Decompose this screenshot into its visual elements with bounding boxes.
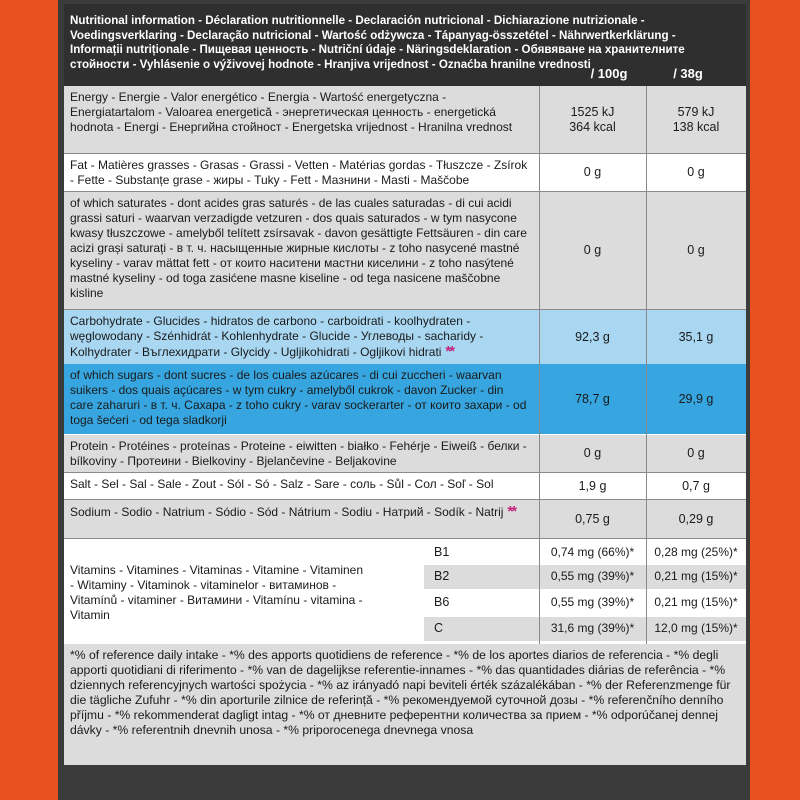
row-salt-value-38g: 0,7 g [682,478,710,493]
footnote-text: *% of reference daily intake - *% des apports quotidiens de reference - *% de los aportes diarios de referencia - *% degli apporti quotidiani di riferimento - *% van de dagelijkse referentie-innames - *% das quantidades diárias de referência - *% dziennych referencyjnych wartości spożycia - *% az irányadó napi beviteli érték százalékában - *% der Referenzmenge für die tägliche Zufuhr - *% din aporturile zilnice de referință - *% рекомендуемой суточной дозы - *% referenčního denního příjmu - *% rekommenderat dagligt intag - *% от дневните референтни количества за прием - *% odporúčanej dennej dávky - *% referentnih dnevnih unosa - *% priporocenega dnevnega vnosa [70,648,731,737]
row-saturates-value-100g: 0 g [583,243,602,257]
row-sodium-value-100g: 0,75 g [575,511,610,526]
asterisk-marker: ** [444,343,453,360]
vitamins-block [64,539,746,644]
row-fat-value-38g: 0 g [687,165,705,179]
row-protein-label: Protein - Protéines - proteínas - Proteine - eiwitten - białko - Fehérje - Eiweiß - белки - bílkoviny - Протеини - Bielkoviny - Bjelančevine - Beljakovine [70,439,527,468]
row-fat-value-100g: 0 g [583,165,602,179]
row-energy [64,86,746,154]
row-sodium-text: Sodium - Sodio - Natrium - Sódio - Sód - Nátrium - Sodiu - Натрий - Sodík - Natrij [70,505,504,519]
row-salt-label: Salt - Sel - Sal - Sale - Zout - Sól - Só - Salz - Sare - соль - Sůl - Сол - Soľ - Sol [70,477,494,491]
row-sugars [64,364,746,434]
header-title: Nutritional information - Déclaration nutritionnelle - Declaración nutricional - Dichiarazione nutrizionale - Voedingsverklaring - Declaração nutricional - Wartość odżywcza - Tápanyag-összetétel - Nährwertkerklärung - Informații nutriționale - Пищевая ценность - Nutriční údaje - Näringsdeklaration - Обявяване на хранителните стойности - Vyhlásenie o výživovej hodnote - Hranjiva vrijednost - Oznaćba hranilne vrednosti [70,14,685,71]
column-divider [539,86,540,644]
row-sodium-label [70,504,530,520]
row-carbohydrate-text: Carbohydrate - Glucides - hidratos de carbono - carboidrati - koolhydraten - węglowodany - Szénhidrát - Kohlenhydrate - Glucide - Углеводы - sacharidy - Kolhydrater - Въглехидрати - Glycidy - Ugljikohidrati - Ogljikovi hidrati [70,314,484,359]
label-header [64,4,746,86]
row-sugars-label: of which sugars - dont sucres - de los cuales azúcares - di cui zuccheri - waarvan suikers - dos quais açúcares - w tym cukry - amelyből cukrok - davon Zucker - din care zaharuri - в т. ч. Сахара - z toho cukry - varav sockerarter - от които захари - od toga šećeri - od tega sladkorji [70,368,527,427]
row-energy-label: Energy - Energie - Valor energético - Energia - Wartość energetyczna - Energiatartalom - Valoarea energetică - энергетическая ценность - energetická hodnota - Energi - Енергийна стойност - Energetska vrijednost - Hranilna vrednost [70,90,513,134]
vitamin-code: B1 [434,545,450,559]
row-saturates-value-38g: 0 g [687,243,705,257]
row-protein-value-38g: 0 g [687,446,705,460]
row-protein [64,435,746,473]
row-sodium-value-38g: 0,29 g [678,511,714,526]
column-header-100g: / 100g [590,66,628,81]
column-divider [646,86,647,644]
vitamin-value-38g: 12,0 mg (15%)* [654,621,738,635]
reference-intake-footnote [64,644,746,765]
row-salt [64,473,746,500]
row-sugars-value-38g: 29,9 g [678,391,714,406]
asterisk-marker: ** [506,503,515,520]
row-sodium [64,500,746,539]
vitamin-value-38g: 0,21 mg (15%)* [654,569,738,583]
row-carbohydrate-value-100g: 92,3 g [575,329,610,344]
nutrition-label [64,4,746,765]
vitamin-code: C [434,621,444,635]
vitamins-label: Vitamins - Vitamines - Vitaminas - Vitamine - Vitaminen - Witaminy - Vitaminok - vitaminelor - витаминов - Vitamínů - vitaminer - Витамини - Vitamínu - vitamina - Vitamin [70,563,364,622]
vitamin-value-100g: 0,55 mg (39%)* [550,595,635,609]
row-sugars-value-100g: 78,7 g [575,391,610,406]
vitamin-value-100g: 0,74 mg (66%)* [550,545,635,559]
row-carbohydrate [64,310,746,364]
row-salt-value-100g: 1,9 g [578,478,607,493]
column-header-38g: / 38g [673,66,703,81]
vitamin-value-100g: 0,55 mg (39%)* [550,569,635,583]
vitamin-value-38g: 0,21 mg (15%)* [654,595,738,609]
row-energy-value-38g: 579 kJ 138 kcal [672,104,720,134]
row-saturates [64,192,746,310]
vitamin-code: B2 [434,569,450,583]
vitamin-code: B6 [434,595,450,609]
vitamin-value-38g: 0,28 mg (25%)* [654,545,738,559]
vitamin-row-b2 [424,565,746,589]
vitamin-row-b1 [424,541,746,565]
vitamin-value-100g: 31,6 mg (39%)* [550,621,635,635]
row-fat [64,154,746,192]
vitamin-row-b6 [424,591,746,615]
row-energy-value-100g: 1525 kJ 364 kcal [569,104,616,134]
vitamin-row-c [424,617,746,641]
row-fat-label: Fat - Matières grasses - Grasas - Grassi - Vetten - Matérias gordas - Tłuszcze - Zsírok - Fette - Substanțe grase - жиры - Tuky - Fett - Мазнини - Masti - Maščobe [70,158,528,187]
row-carbohydrate-value-38g: 35,1 g [678,329,714,344]
row-carbohydrate-label [70,314,530,360]
row-saturates-label: of which saturates - dont acides gras saturés - de las cuales saturadas - di cui acidi grassi saturi - waarvan verzadigde vetzuren - dos quais saturados - w tym nasycone kwasy tłuszczowe - amelyből telített zsírsavak - davon gesättigte Fettsäuren - din care acizi grași saturați - в т. ч. насыщенные жирные кислоты - z toho nasycené mastné kyseliny - varav mättat fett - от които наситени мастни киселини - z toho nasýtené mastné kyseliny - od toga zasićene masne kiseline - od tega nasicene maščobne kisline [70,196,527,300]
row-protein-value-100g: 0 g [583,446,602,460]
